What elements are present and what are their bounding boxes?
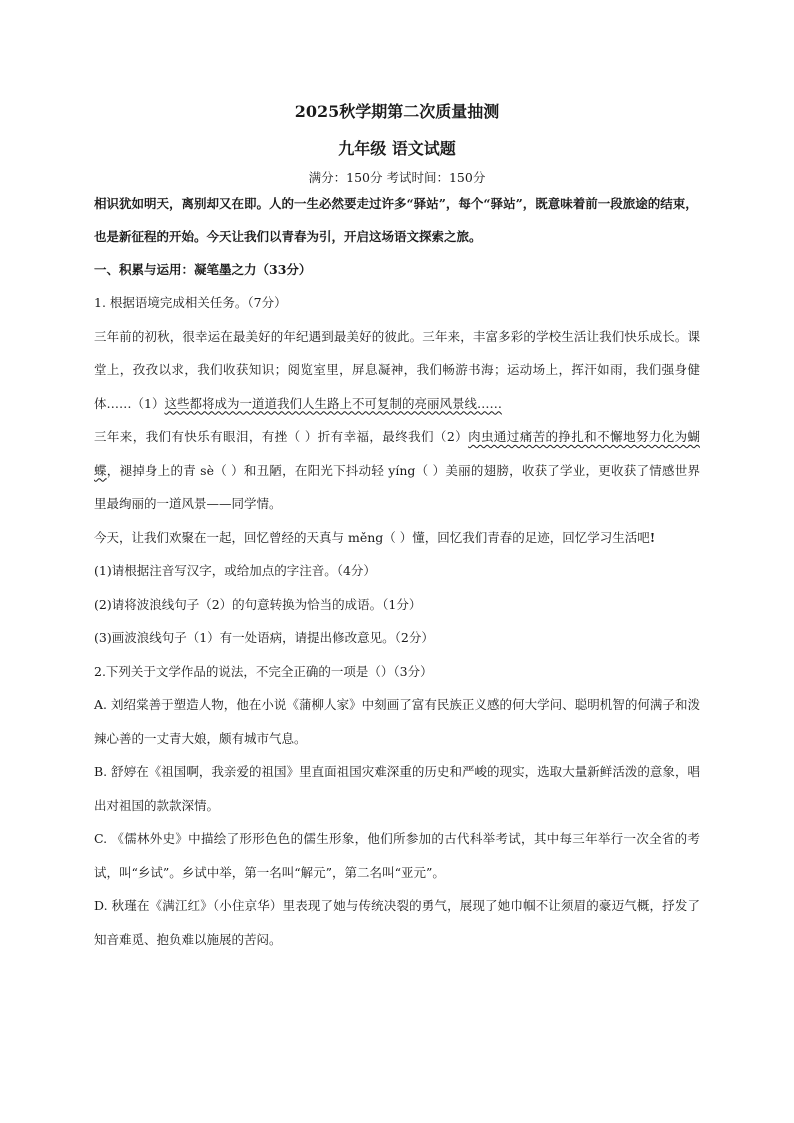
section-heading: 一、积累与运用：凝笔墨之力（33分） [94,262,312,277]
exam-title: 2025秋学期第二次质量抽测 [294,102,500,121]
q2-option-c: C. 《儒林外史》中描绘了形形色色的儒生形象，他们所参加的古代科举考试，其中每三年举行一次全省的考试，叫“乡试”。乡试中举，第一名叫“解元”，第二名叫“亚元”。 [94,831,700,880]
question-1-stem: 1. 根据语境完成相关任务。（7分） [94,295,287,310]
q2-option-a: A. 刘绍棠善于塑造人物，他在小说《蒲柳人家》中刻画了富有民族正义感的何大学问、聪明机智的何满子和泼辣心善的一丈青大娘，颇有城市气息。 [94,697,700,746]
q1-subquestion-2: (2)请将波浪线句子（2）的句意转换为恰当的成语。（1分） [94,596,422,612]
q1-paragraph-2-text-a: 三年来，我们有快乐有眼泪，有挫（ ）折有幸福，最终我们（2） [94,429,469,444]
q1-subquestion-3: (3)画波浪线句子（1）有一处语病，请提出修改意见。（2分） [94,630,434,645]
q1-paragraph-3-end: ! [649,529,656,545]
q1-paragraph-2 [94,420,700,521]
q2-option-b: B. 舒婷在《祖国啊，我亲爱的祖国》里直面祖国灾难深重的历史和严峻的现实，选取大量新鲜活泼的意象，唱出对祖国的款款深情。 [94,764,700,813]
wavy-sentence-1: 这些都将成为一道道我们人生路上不可复制的亮丽风景线…… [164,395,502,411]
q1-paragraph-2-text-b: ，褪掉身上的青 sè（ ）和丑陋，在阳光下抖动轻 yíng（ ）美丽的翅膀，收获了学业，更收获了情感世界里最绚丽的一道风景——同学情。 [94,462,700,511]
q1-subquestion-1: (1)请根据注音写汉字，或给加点的字注音。（4分） [94,563,376,578]
q1-paragraph-1-text: 三年前的初秋，很幸运在最美好的年纪遇到最美好的彼此。三年来，丰富多彩的学校生活让我们快乐成长。课堂上，孜孜以求，我们收获知识；阅览室里，屏息凝神，我们畅游书海；运动场上，挥汗如雨，我们强身健体……（1） [94,328,700,411]
q1-paragraph-3-text: 今天，让我们欢聚在一起，回忆曾经的天真与 měng（ ）懂，回忆我们青春的足迹，回忆学习生活吧 [94,529,650,545]
intro-paragraph: 相识犹如明天，离别却又在即。人的一生必然要走过许多“驿站”，每个“驿站”，既意味着前一段旅途的结束，也是新征程的开始。今天让我们以青春为引，开启这场语文探索之旅。 [94,196,698,244]
q1-paragraph-1 [94,320,700,421]
q2-option-d: D. 秋瑾在《满江红》（小住京华）里表现了她与传统决裂的勇气，展现了她巾帼不让须眉的豪迈气概，抒发了知音难觅、抱负难以施展的苦闷。 [94,898,700,947]
wavy-sentence-2: 肉虫通过痛苦的挣扎和不懈地努力化为蝴蝶 [94,429,700,478]
exam-subtitle: 九年级 语文试题 [338,139,456,158]
exam-meta: 满分：150分 考试时间：150分 [308,170,486,185]
q1-paragraph-3 [94,521,700,555]
question-2-stem: 2.下列关于文学作品的说法，不完全正确的一项是（）（3分） [94,663,433,679]
